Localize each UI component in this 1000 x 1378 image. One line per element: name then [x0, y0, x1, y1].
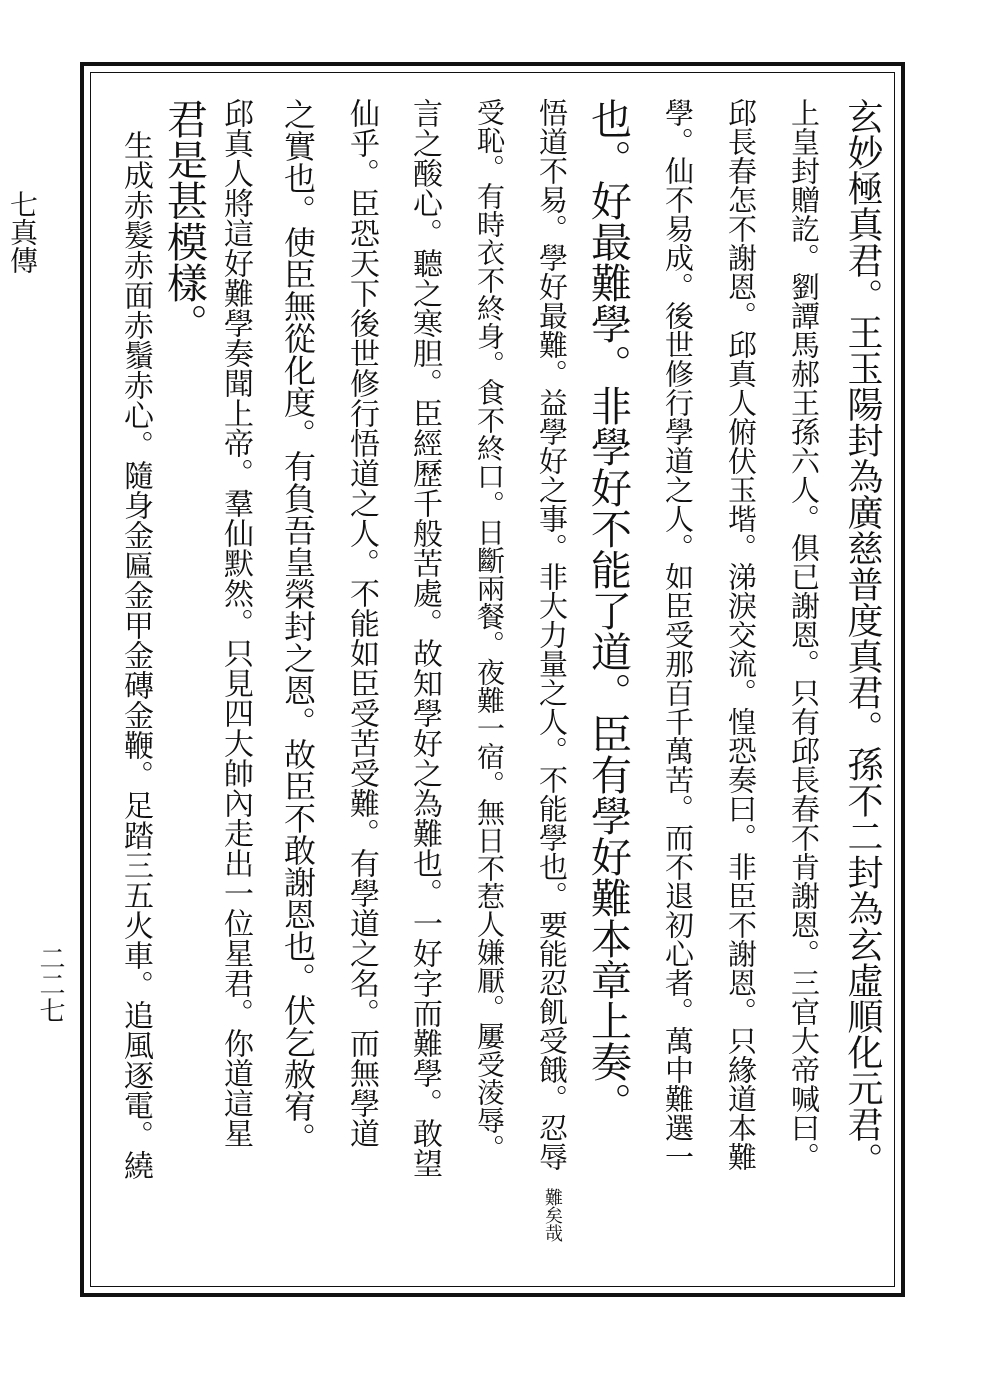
text-column-6: 悟道不易。學好最難。益學好之事。非大力量之人。不能學也。要能忍飢受餓。忍辱	[535, 98, 569, 1171]
book-title: 七真傳	[6, 190, 39, 274]
text-column-13: 生成赤髮赤面赤鬚赤心。隨身金匾金甲金磚金鞭。足踏三五火車。追風逐電。繞	[118, 130, 153, 1180]
page-number: 二二七	[35, 945, 65, 1023]
text-column-10: 之實也。使臣無從化度。有負吾皇榮封之恩。故臣不敢謝恩也。伏乞赦宥。	[279, 98, 317, 1154]
text-column-9: 仙乎。臣恐天下後世修行悟道之人。不能如臣受苦受難。有學道之名。而無學道	[344, 98, 379, 1148]
interlinear-note: 難矣哉	[542, 1188, 563, 1242]
text-column-1: 玄妙極真君。王玉陽封為廣慈普度真君。孫不二封為玄虛順化元君。	[842, 98, 883, 1178]
text-column-8: 言之酸心。聽之寒胆。臣經歷千般苦處。故知學好之為難也。一好字而難學。敢望	[407, 98, 442, 1178]
text-column-12: 君是甚模樣。	[160, 98, 208, 344]
text-column-3: 邱長春怎不謝恩。邱真人俯伏玉堦。涕淚交流。惶恐奏曰。非臣不謝恩。只緣道本難	[724, 98, 758, 1171]
text-column-11: 邱真人將這好難學奏聞上帝。羣仙默然。只見四大帥內走出一位星君。你道這星	[218, 98, 253, 1148]
text-column-2: 上皇封贈訖。劉譚馬郝王孫六人。俱已謝恩。只有邱長春不肯謝恩。三官大帝喊曰。	[787, 98, 821, 1171]
text-column-4: 學。仙不易成。後世修行學道之人。如臣受那百千萬苦。而不退初心者。萬中難選一	[661, 98, 695, 1171]
text-column-7: 受恥。有時衣不終身。食不終口。日斷兩餐。夜難一宿。無日不惹人嫌厭。屢受淩辱。	[473, 98, 506, 1162]
text-column-5: 也。好最難學。非學好不能了道。臣有學好難本章上奏。	[584, 98, 632, 1123]
